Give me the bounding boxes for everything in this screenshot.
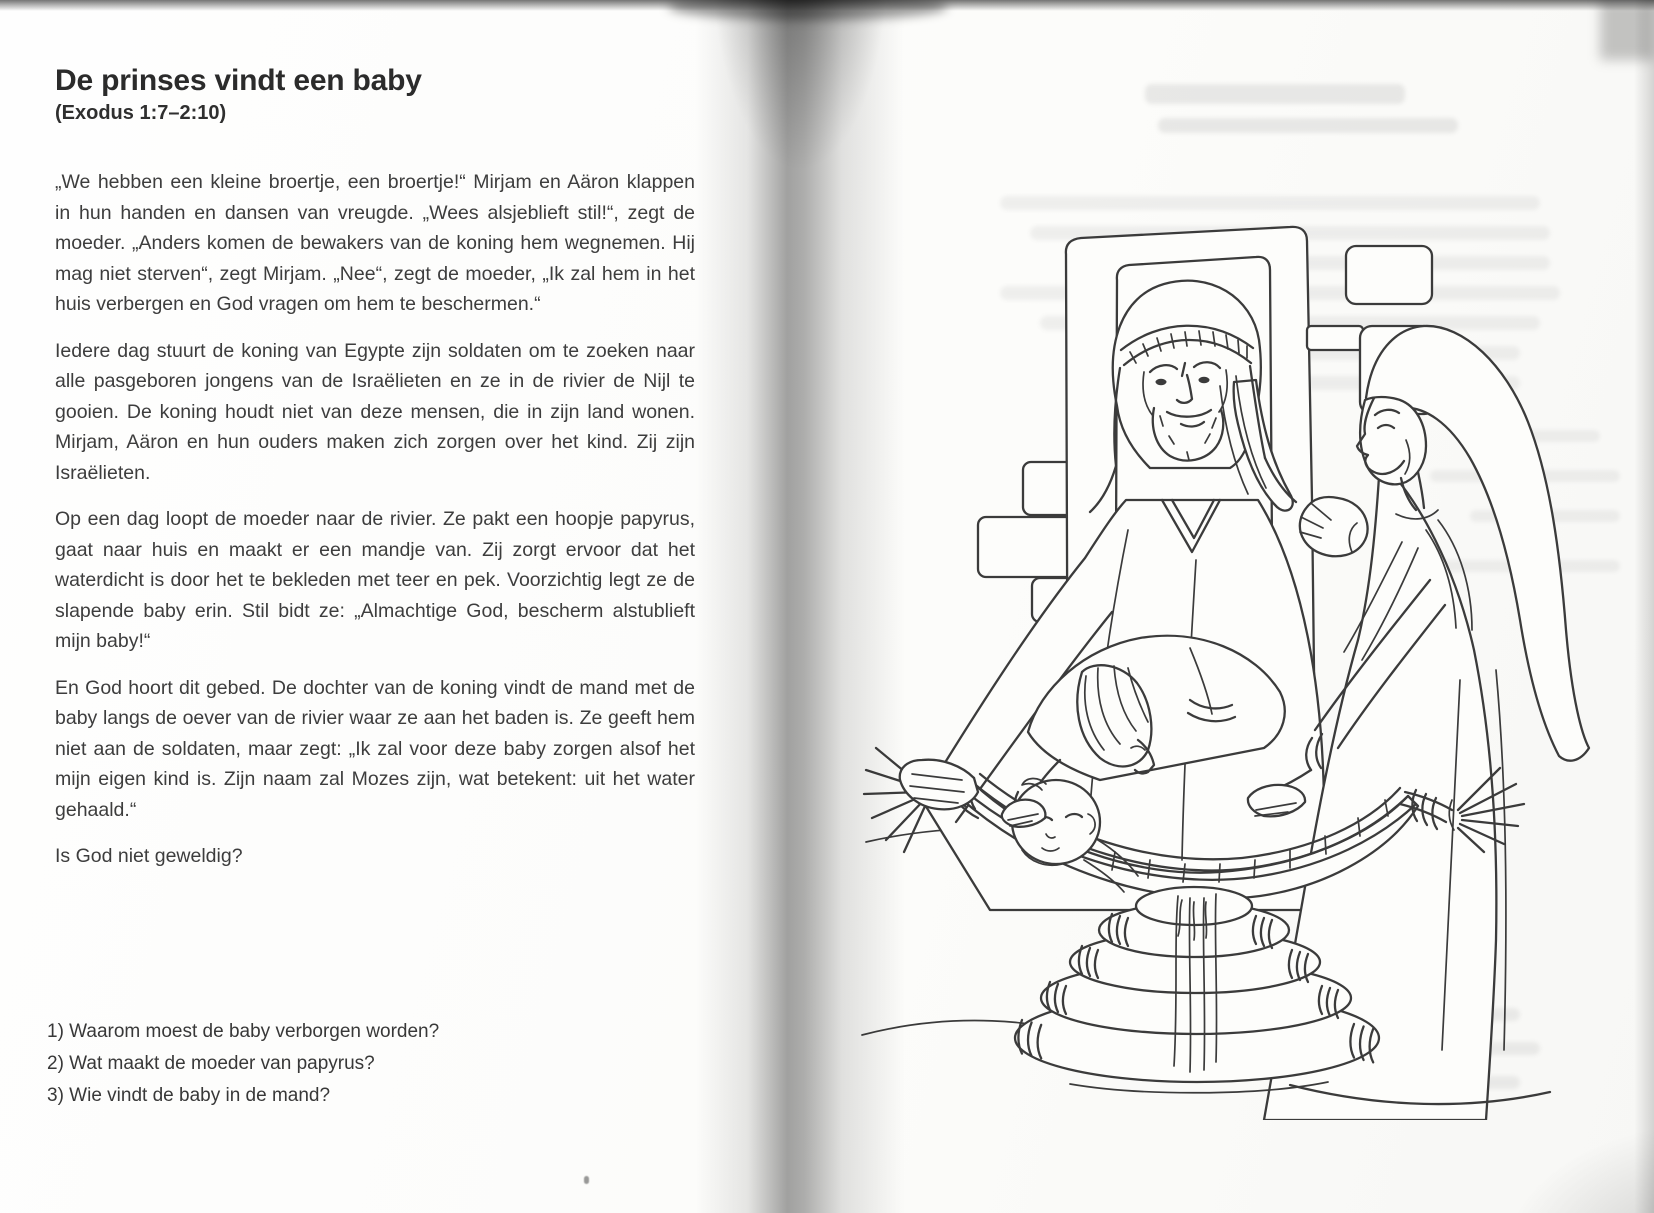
- scan-speck: [584, 1176, 589, 1184]
- ghost-text-line: [1158, 118, 1458, 133]
- story-closing-line: Is God niet geweldig?: [55, 845, 243, 867]
- ghost-text-line: [1145, 84, 1405, 104]
- story-paragraph: Iedere dag stuurt de koning van Egypte zijn soldaten om te zoeken naar alle pasgeboren jongens van de Israëlieten en ze in de rivier de Nijl te gooien. De koning houdt niet van deze mensen, die in zijn land wonen. Mirjam, Aäron en hun ouders maken zich zorgen over het kind. Zij zijn Israëlieten.: [55, 339, 695, 484]
- illustration-baby-moses-basket: [860, 200, 1640, 1120]
- question-item: 1) Waarom moest de baby verborgen worden?: [47, 1021, 440, 1042]
- question-item: 2) Wat maakt de moeder van papyrus?: [47, 1053, 375, 1074]
- questions-list: [47, 1016, 439, 1112]
- story-paragraph: Op een dag loopt de moeder naar de rivier. Ze pakt een hoopje papyrus, gaat naar huis en maakt er een mandje van. Zij zorgt ervoor dat het waterdicht is door het te bekleden met teer en pek. Voorzichtig legt ze de slapende baby erin. Stil bidt ze: „Almachtige God, bescherm alstublieft mijn baby!“: [55, 508, 695, 652]
- story-paragraph: „We hebben een kleine broertje, een broertje!“ Mirjam en Aäron klappen in hun handen en dansen van vreugde. „Wees alsjeblieft stil!“, zegt de moeder. „Anders komen de bewakers van de koning hem wegnemen. Hij mag niet sterven“, zegt Mirjam. „Nee“, zegt de moeder, „Ik zal hem in het huis verbergen en God vragen om hem te beschermen.“: [55, 171, 695, 315]
- scripture-reference: (Exodus 1:7–2:10): [55, 102, 227, 124]
- scan-edge-top-right: [1600, 0, 1654, 60]
- story-paragraph: En God hoort dit gebed. De dochter van de koning vindt de mand met de baby langs de oever van de rivier waar ze aan het baden is. Ze geeft hem niet aan de soldaten, maar zegt: „Ik zal voor deze baby zorgen alsof het mijn eigen kind is. Zijn naam zal Mozes zijn, wat betekent: uit het water gehaald.“: [55, 676, 695, 821]
- text-column: [55, 64, 695, 888]
- scan-corner-shadow: [1500, 1120, 1654, 1213]
- page-title: De prinses vindt een baby: [55, 64, 422, 97]
- question-item: 3) Wie vindt de baby in de mand?: [47, 1085, 331, 1106]
- story-text: [55, 167, 695, 872]
- mother-raised-hand: [1300, 497, 1368, 556]
